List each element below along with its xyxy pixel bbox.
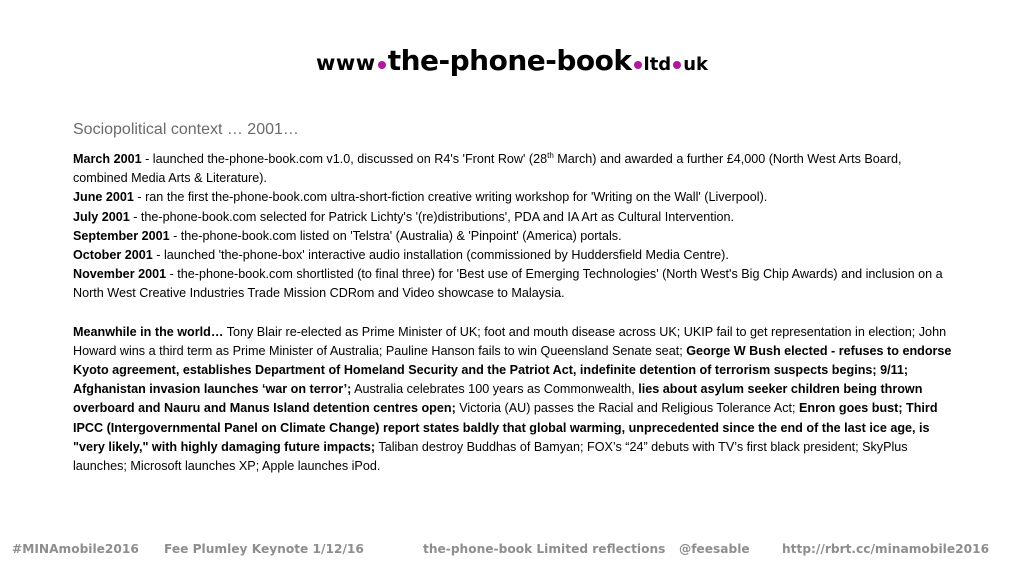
world-event-text: Australia celebrates 100 years as Commonwealth,: [351, 382, 639, 397]
timeline-date: November 2001: [73, 267, 167, 282]
timeline-superscript: th: [547, 150, 554, 160]
footer-hashtag: #MINAmobile2016: [12, 542, 139, 556]
world-event-highlight: Enron goes bust; Third IPCC (Intergovernmental Panel on Climate Change) report states baldly that global warming, unprecedented since the end of the last ice age, is "very likely," with highly damaging future impacts;: [73, 401, 938, 454]
world-event-highlight: lies about asylum seeker children being thrown overboard and Nauru and Manus Island detention centres open;: [73, 382, 923, 416]
timeline-entry-october: [73, 246, 953, 265]
world-event-text: Taliban destroy Buddhas of Bamyan; FOX’s “24” debuts with TV’s first black president; SkyPlus launches; Microsoft launches XP; Apple launches iPod.: [73, 439, 908, 474]
timeline-date: October 2001: [73, 248, 153, 263]
logo-dot-icon: [634, 61, 642, 69]
timeline-entry-november: [73, 265, 953, 303]
world-event-text: Victoria (AU) passes the Racial and Religious Tolerance Act;: [455, 401, 799, 416]
timeline-date: March 2001: [73, 152, 142, 166]
logo-mid: ltd: [643, 54, 672, 75]
logo-suffix: uk: [683, 54, 708, 75]
logo-main: the-phone-book: [387, 44, 632, 77]
section-title: Sociopolitical context … 2001…: [73, 121, 299, 138]
footer-keynote: Fee Plumley Keynote 1/12/16: [164, 542, 364, 556]
logo-dot-icon: [673, 61, 681, 69]
timeline-entry-june: [73, 188, 953, 207]
timeline-text: - the-phone-book.com selected for Patrick Lichty's '(re)distributions', PDA and IA Art as Cultural Intervention.: [129, 209, 735, 224]
site-logo: [0, 44, 1024, 77]
timeline-entry-march: [73, 150, 953, 188]
world-event-highlight: George W Bush elected - refuses to endorse Kyoto agreement, establishes Department of Homeland Security and the Patriot Act, indefinite detention of terrorism suspects begins; 9/11; Afghanistan invasion launches ‘war on terror’;: [73, 343, 952, 397]
world-events-paragraph: [73, 323, 953, 477]
world-events-heading: Meanwhile in the world…: [73, 324, 224, 339]
timeline-date: September 2001: [73, 228, 170, 243]
footer-handle: @feesable: [679, 542, 750, 556]
timeline-entry-july: [73, 208, 953, 227]
timeline-text: March) and awarded a further £4,000 (North West Arts Board, combined Media Arts & Literature).: [73, 152, 902, 186]
footer-reflections: the-phone-book Limited reflections: [423, 542, 666, 556]
timeline-text: - launched 'the-phone-box' interactive audio installation (commissioned by Huddersfield Media Centre).: [152, 248, 729, 263]
timeline-date: July 2001: [73, 209, 130, 224]
content-body: [73, 150, 953, 476]
timeline-date: June 2001: [73, 190, 134, 205]
timeline-text: - the-phone-book.com listed on 'Telstra' (Australia) & 'Pinpoint' (America) portals.: [169, 228, 622, 243]
timeline-text: - ran the first the-phone-book.com ultra-short-fiction creative writing workshop for 'Writing on the Wall' (Liverpool).: [133, 190, 768, 205]
logo-prefix: www: [316, 51, 376, 75]
timeline-entry-september: [73, 227, 953, 246]
footer-bar: [0, 542, 1024, 560]
logo-dot-icon: [378, 61, 386, 69]
timeline-text: - the-phone-book.com shortlisted (to final three) for 'Best use of Emerging Technologies' (North West's Big Chip Awards) and inclusion on a North West Creative Industries Trade Mission CDRom and Video showcase to Malaysia.: [73, 267, 943, 301]
footer-url: http://rbrt.cc/minamobile2016: [782, 542, 990, 556]
paragraph-gap: [73, 304, 953, 323]
world-event-text: Tony Blair re-elected as Prime Minister of UK; foot and mouth disease across UK; UKIP fail to get representation in election; John Howard wins a third term as Prime Minister of Australia; Pauline Hanson fails to win Queensland Senate seat;: [73, 324, 947, 358]
timeline-text: - launched the-phone-book.com v1.0, discussed on R4's 'Front Row' (28: [141, 152, 548, 166]
